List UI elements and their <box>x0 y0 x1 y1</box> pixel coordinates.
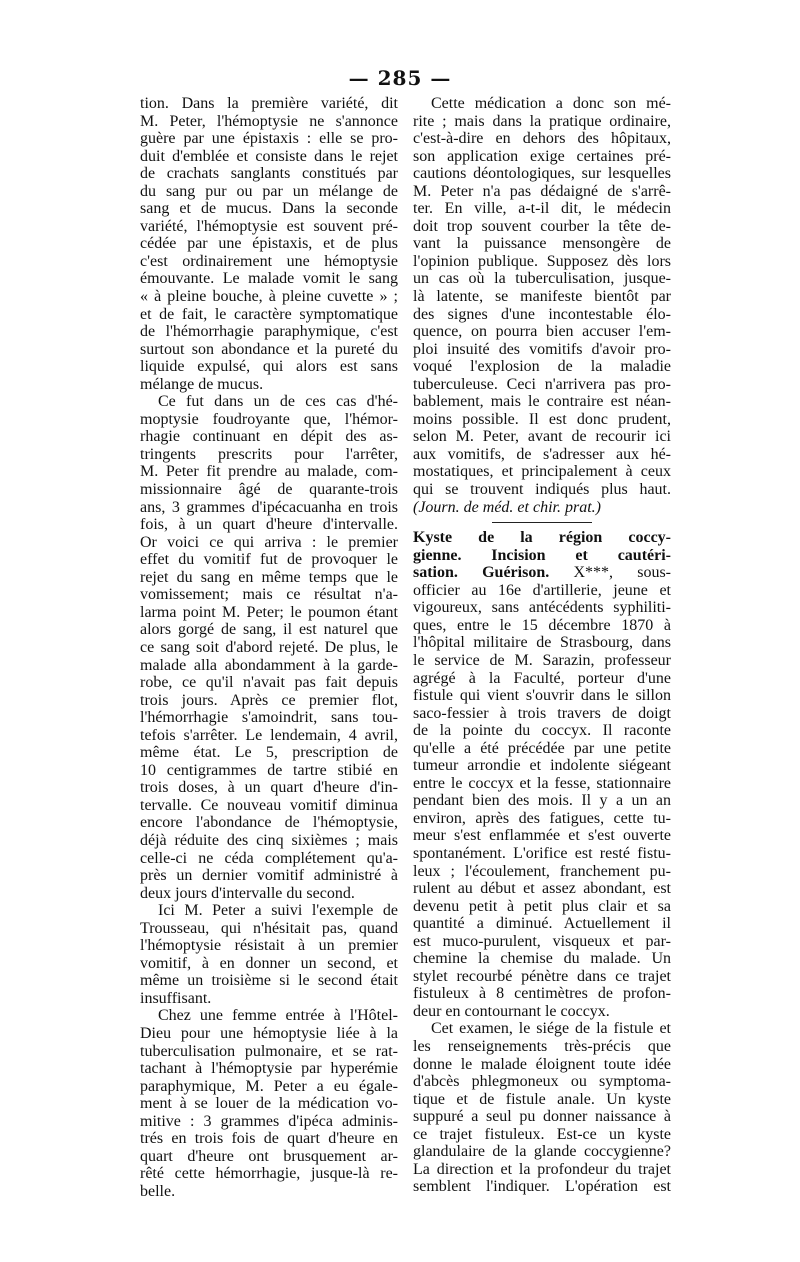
text-line: tion. Dans la première variété, dit <box>140 95 398 112</box>
article-title-line: Kyste de la région coccy- <box>413 529 671 547</box>
text-line: de crachats sanglants constitués par <box>140 165 398 183</box>
text-line: Trousseau, qui n'hésitait pas, quand <box>140 919 398 937</box>
text-line: rêté cette hémorrhagie, jusque-là re- <box>140 1165 398 1183</box>
text-line: ce sang soit d'abord rejeté. De plus, le <box>140 638 398 656</box>
text-line: La direction et la profondeur du trajet <box>413 1160 671 1178</box>
right-column-intro <box>413 95 671 516</box>
text-line: des signes d'une incontestable élo- <box>413 305 671 323</box>
text-line: surtout son abondance et la pureté du <box>140 340 398 358</box>
text-line: duit d'emblée et consiste dans le rejet <box>140 147 398 165</box>
text-line: fistule qui vient s'ouvrir dans le sillon <box>413 687 671 705</box>
text-line: missionnaire âgé de quarante-trois <box>140 481 398 499</box>
text-line: tuberculeuse. Ceci n'arrivera pas pro- <box>413 375 671 393</box>
text-line: même état. Le 5, prescription de <box>140 744 398 762</box>
text-line: près un dernier vomitif administré à <box>140 867 398 885</box>
text-line: tefois s'arrêter. Le lendemain, 4 avril, <box>140 726 398 744</box>
text-line: pendant bien des mois. Il y a un an <box>413 792 671 810</box>
text-line: belle. <box>140 1182 176 1200</box>
text-line: du sang pur ou par un mélange de <box>140 182 398 200</box>
text-line: tachant à l'hémoptysie par hyperémie <box>140 1060 398 1078</box>
text-line: les renseignements très-précis que <box>413 1037 671 1055</box>
text-line: l'opinion publique. Supposez dès lors <box>413 252 671 270</box>
text-line: spontanément. L'orifice est resté fistu- <box>413 844 671 862</box>
text-line: de l'hémorrhagie paraphymique, c'est <box>140 323 398 341</box>
article-title-line: gienne. Incision et cautéri- <box>413 546 671 564</box>
text-line: l'hémorrhagie s'amoindrit, sans tou- <box>140 709 398 727</box>
text-line: M. Peter, l'hémoptysie ne s'annonce <box>140 112 398 130</box>
text-line: Or voici ce qui arriva : le premier <box>140 533 398 551</box>
text-line: ment à se louer de la médication vo- <box>140 1095 398 1113</box>
text-line: ploi insuité des vomitifs d'avoir pro- <box>413 340 671 358</box>
text-line: glandulaire de la glande coccygienne? <box>413 1143 671 1161</box>
text-line: quart d'heure ont brusquement ar- <box>140 1147 398 1165</box>
text-line: l'hôpital militaire de Strasbourg, dans <box>413 634 671 652</box>
text-line: meur s'est enflammée et s'est ouverte <box>413 827 671 845</box>
text-line: trois jours. Après ce premier flot, <box>140 691 398 709</box>
article-title-end: sation. Guérison. <box>413 564 550 582</box>
article-title-last-line <box>413 564 671 582</box>
text-line: là latente, se manifeste bientôt par <box>413 288 671 306</box>
text-line: qu'elle a été précédée par une petite <box>413 739 671 757</box>
article-title <box>413 529 671 564</box>
text-line: leux ; l'écoulement, franchement pu- <box>413 862 671 880</box>
text-line: celle-ci ne céda complétement qu'a- <box>140 849 398 867</box>
text-line: et de fait, le caractère symptomatique <box>140 305 398 323</box>
text-line: effet du vomitif fut de provoquer le <box>140 551 398 569</box>
text-line: aux vomitifs, de s'adresser aux hé- <box>413 445 671 463</box>
text-line: trés en trois fois de quart d'heure en <box>140 1130 398 1148</box>
right-column <box>413 95 671 1196</box>
text-line: stylet recourbé pénètre dans ce trajet <box>413 967 671 985</box>
text-line: encore l'abondance de l'hémoptysie, <box>140 814 398 832</box>
text-line: robe, ce qu'il n'avait pas fait depuis <box>140 674 398 692</box>
text-line: liquide expulsé, qui alors est sans <box>140 358 398 376</box>
article-body <box>413 582 671 1196</box>
text-line: alors gorgé de sang, il est naturel que <box>140 621 398 639</box>
text-line: Ce fut dans un de ces cas d'hé- <box>158 393 398 411</box>
text-line: devenu petit à petit plus clair et sa <box>413 897 671 915</box>
text-line: M. Peter n'a pas dédaigné de s'arrê- <box>413 182 671 200</box>
text-line: de la pointe du coccyx. Il raconte <box>413 722 671 740</box>
text-line: suppuré a seul pu donner naissance à <box>413 1108 671 1126</box>
text-line: rulent au début et assez abondant, est <box>413 880 671 898</box>
text-line: mostatiques, et principalement à ceux <box>413 463 671 481</box>
text-line: tique et de fistule anale. Un kyste <box>413 1090 671 1108</box>
text-line: ans, 3 grammes d'ipécacuanha en trois <box>140 498 398 516</box>
text-line: son application exige certaines pré- <box>413 147 671 165</box>
text-line: vomitif, à en donner un second, et <box>140 954 398 972</box>
article-first-words: X***, sous- <box>549 564 671 582</box>
text-line: agrégé à la Faculté, porteur d'une <box>413 669 671 687</box>
text-line: émouvante. Le malade vomit le sang <box>140 270 398 288</box>
text-line: Cette médication a donc son mé- <box>431 95 671 112</box>
text-line: chemine la chemise du malade. Un <box>413 950 671 968</box>
text-line: Ici M. Peter a suivi l'exemple de <box>158 902 398 920</box>
text-line: rejet du sang en même temps que le <box>140 568 398 586</box>
text-line: entre le coccyx et la fesse, stationnaire <box>413 774 671 792</box>
text-line: M. Peter fit prendre au malade, com- <box>140 463 398 481</box>
text-line: vant la puissance mensongère de <box>413 235 671 253</box>
text-line: Cet examen, le siége de la fistule et <box>431 1020 671 1038</box>
text-line: c'est-à-dire en dehors des hôpitaux, <box>413 130 671 148</box>
text-line: « à pleine bouche, à pleine cuvette » ; <box>140 288 398 306</box>
text-line: même un troisième si le second était <box>140 972 398 990</box>
text-line: déjà réduite des cinq sixièmes ; mais <box>140 831 398 849</box>
text-line: c'est ordinairement une hémoptysie <box>140 252 398 270</box>
text-line: voqué l'explosion de la maladie <box>413 358 671 376</box>
text-line: selon M. Peter, avant de recourir ici <box>413 428 671 446</box>
text-line: le service de M. Sarazin, professeur <box>413 651 671 669</box>
text-line: sang et de mucus. Dans la seconde <box>140 200 398 218</box>
text-line: insuffisant. <box>140 989 212 1007</box>
text-line: moptysie foudroyante que, l'hémor- <box>140 410 398 428</box>
text-line: donne le malade éloignent toute idée <box>413 1055 671 1073</box>
text-line: mélange de mucus. <box>140 375 264 393</box>
text-line: saco-fessier à trois travers de doigt <box>413 704 671 722</box>
text-line: fistuleux à 8 centimètres de profon- <box>413 985 671 1003</box>
text-line: rhagie continuant en dépit des as- <box>140 428 398 446</box>
text-line: est muco-purulent, visqueux et par- <box>413 932 671 950</box>
text-line: deux jours d'intervalle du second. <box>140 884 355 902</box>
text-line: d'abcès phlegmoneux ou symptoma- <box>413 1073 671 1091</box>
text-line: l'hémoptysie résistait à un premier <box>140 937 398 955</box>
page-number: — 285 — <box>348 66 452 90</box>
text-line: vomissement; mais ce résultat n'a- <box>140 586 398 604</box>
text-line: variété, l'hémoptysie est souvent pré- <box>140 217 398 235</box>
text-line: ter. En ville, a-t-il dit, le médecin <box>413 200 671 218</box>
text-line: tervalle. Ce nouveau vomitif diminua <box>140 796 398 814</box>
text-line: un cas où la tuberculisation, jusque- <box>413 270 671 288</box>
text-line: fois, à un quart d'heure d'intervalle. <box>140 516 398 534</box>
text-line: semblent l'indiquer. L'opération est <box>413 1178 671 1196</box>
text-line: ques, entre le 15 décembre 1870 à <box>413 616 671 634</box>
text-line: quantité a diminué. Actuellement il <box>413 915 671 933</box>
text-line: 10 centigrammes de tartre stibié en <box>140 761 398 779</box>
text-line: tringents prescrits pour l'arrêter, <box>140 445 398 463</box>
text-line: trois doses, à un quart d'heure d'in- <box>140 779 398 797</box>
text-line: moins possible. Il est donc prudent, <box>413 410 671 428</box>
text-line: malade alla abondamment à la garde- <box>140 656 398 674</box>
text-line: environ, après des fatigues, cette tu- <box>413 809 671 827</box>
text-line: guère par une épistaxis : elle se pro- <box>140 130 398 148</box>
text-line: vigoureux, sans antécédents syphiliti- <box>413 599 671 617</box>
section-divider <box>492 522 592 523</box>
text-line: larma point M. Peter; le poumon étant <box>140 603 398 621</box>
text-line: cédée par une épistaxis, et de plus <box>140 235 398 253</box>
text-line: bablement, mais le contraire est néan- <box>413 393 671 411</box>
left-column <box>140 95 398 1200</box>
text-line: mitive : 3 grammes d'ipéca adminis- <box>140 1112 398 1130</box>
text-line: cautions déontologiques, sur lesquelles <box>413 165 671 183</box>
text-line: ce trajet fistuleux. Est-ce un kyste <box>413 1125 671 1143</box>
text-line: tuberculisation pulmonaire, et se rat- <box>140 1042 398 1060</box>
text-line: Dieu pour une hémoptysie liée à la <box>140 1024 398 1042</box>
text-line: paraphymique, M. Peter a eu égale- <box>140 1077 398 1095</box>
text-line: qui se trouvent indiqués plus haut. <box>413 481 671 499</box>
text-line: rite ; mais dans la pratique ordinaire, <box>413 112 671 130</box>
text-line: tumeur arrondie et indolente siégeant <box>413 757 671 775</box>
text-line: officier au 16e d'artillerie, jeune et <box>413 581 671 599</box>
text-line: (Journ. de méd. et chir. prat.) <box>413 498 601 516</box>
text-line: Chez une femme entrée à l'Hôtel- <box>158 1007 398 1025</box>
text-line: quence, on pourra bien accuser l'em- <box>413 323 671 341</box>
text-line: doit trop souvent courber la tête de- <box>413 217 671 235</box>
text-line: deur en contournant le coccyx. <box>413 1002 610 1020</box>
